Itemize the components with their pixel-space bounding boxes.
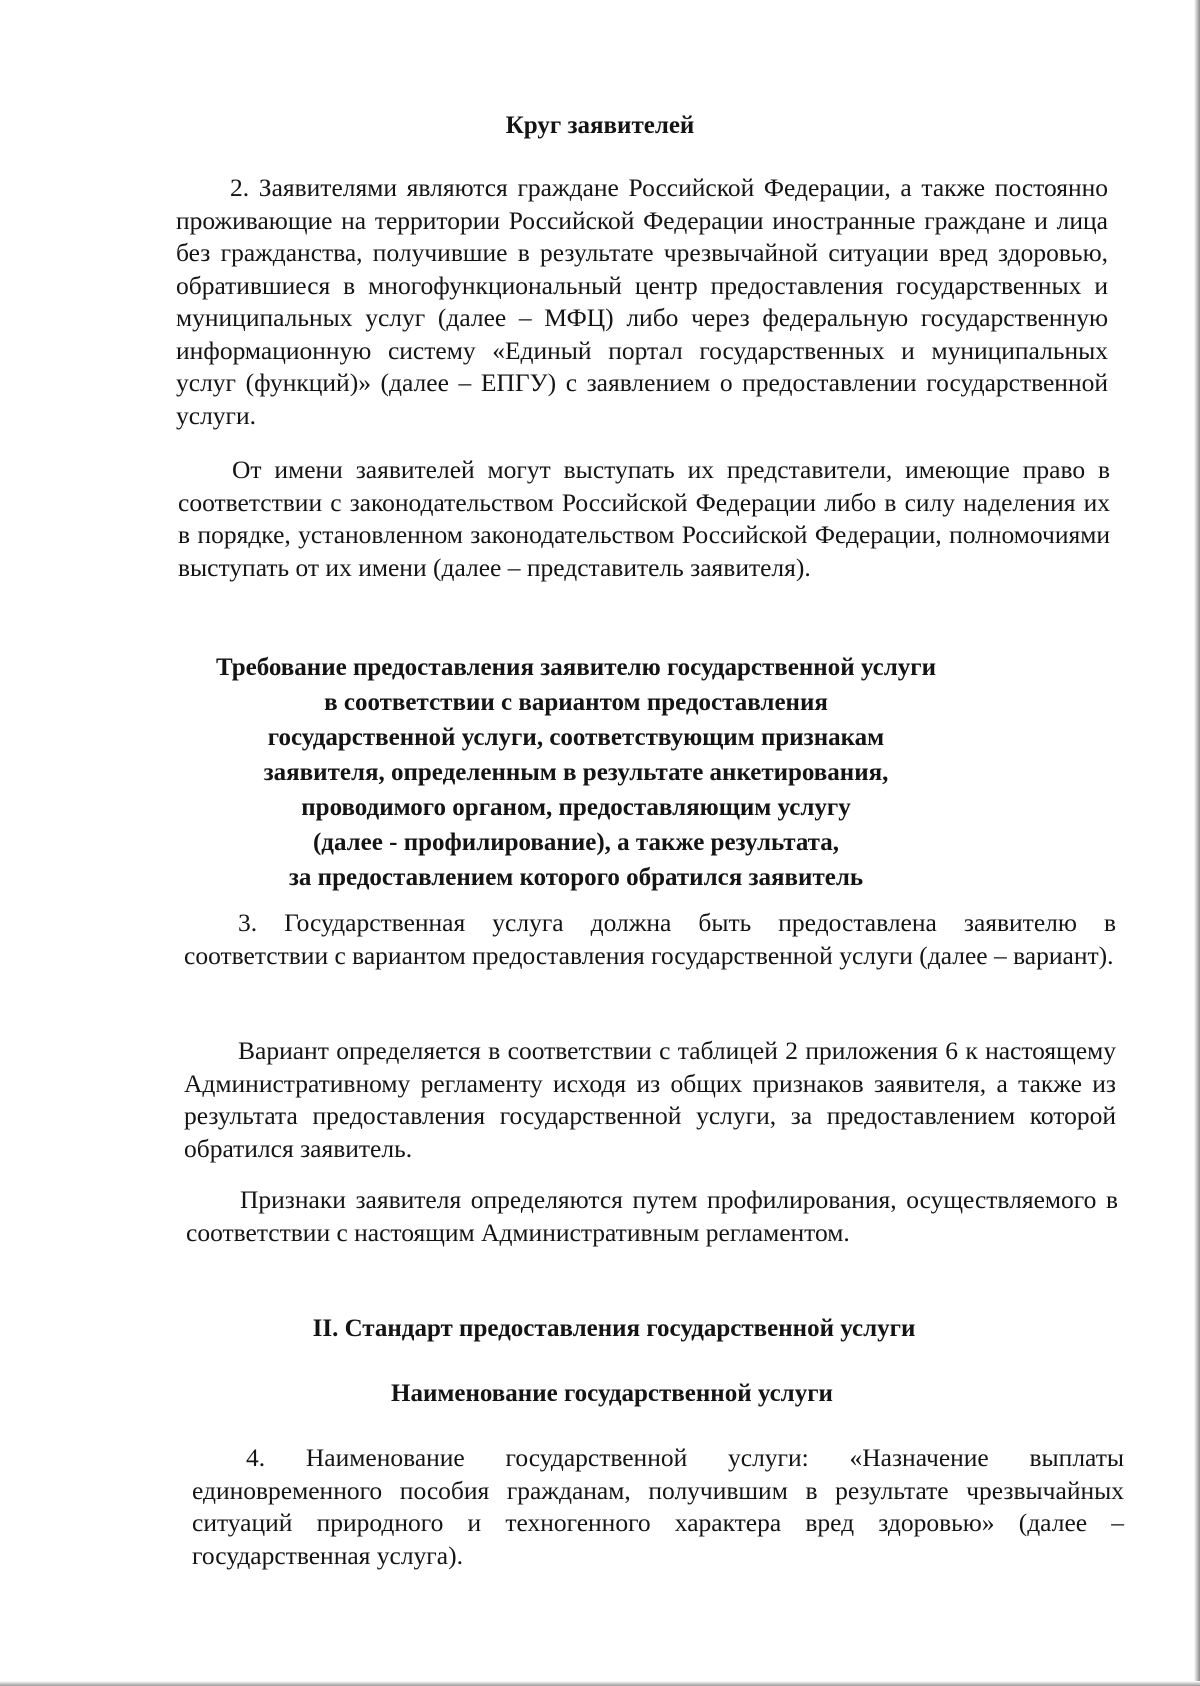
heading-requirement-line-4: заявителя, определенным в результате анкетирования, <box>263 759 889 786</box>
heading-requirement-line-7: за предоставлением которого обратился заявитель <box>288 864 864 891</box>
paragraph-3-variant <box>184 1035 1116 1165</box>
heading-requirement <box>0 650 1176 895</box>
paragraph-3c-text: Признаки заявителя определяются путем профилирования, осуществляемого в соответствии с настоящим Административным регламентом. <box>186 1185 1118 1247</box>
heading-requirement-line-2: в соответствии с вариантом предоставления <box>324 689 828 716</box>
heading-service-name: Наименование государственной услуги <box>391 1380 833 1407</box>
heading-requirement-line-5: проводимого органом, предоставляющим услугу <box>301 794 851 821</box>
heading-section-two: II. Стандарт предоставления государственной услуги <box>312 1315 916 1342</box>
heading-requirement-line-6: (далее - профилирование), а также результата, <box>312 829 840 856</box>
heading-requirement-line-3: государственной услуги, соответствующим признакам <box>267 724 885 751</box>
paragraph-4-text: 4. Наименование государственной услуги: «Назначение выплаты единовременного пособия гражданам, получившим в результате чрезвычайных ситуаций природного и техногенного характера вред здоровью» (далее – государственная услуга). <box>192 1443 1124 1570</box>
paragraph-3b-text: Вариант определяется в соответствии с таблицей 2 приложения 6 к настоящему Административному регламенту исходя из общих признаков заявителя, а также из результата предоставления государственной услуги, за предоставлением которой обратился заявитель. <box>184 1036 1116 1163</box>
paragraph-2-representatives <box>178 454 1110 584</box>
scan-edge-right <box>1194 0 1200 1686</box>
heading-applicants: Круг заявителей <box>505 112 695 139</box>
paragraph-4 <box>192 1442 1124 1572</box>
paragraph-3-text: 3. Государственная услуга должна быть предоставлена заявителю в соответствии с вариантом предоставления государственной услуги (далее – вариант). <box>184 908 1116 970</box>
paragraph-2-text: 2. Заявителями являются граждане Российской Федерации, а также постоянно проживающие на территории Российской Федерации иностранные граждане и лица без гражданства, получившие в результате чрезвычайной ситуации вред здоровью, обратившиеся в многофункциональный центр предоставления государственных и муниципальных услуг (далее – МФЦ) либо через федеральную государственную информационную систему «Единый портал государственных и муниципальных услуг (функций)» (далее – ЕПГУ) с заявлением о предоставлении государственной услуги. <box>176 173 1108 430</box>
heading-requirement-line-1: Требование предоставления заявителю государственной услуги <box>216 654 936 681</box>
paragraph-3 <box>184 907 1116 972</box>
paragraph-2 <box>176 172 1108 432</box>
paragraph-3-features <box>186 1184 1118 1249</box>
scan-edge-bottom <box>0 1681 1200 1686</box>
paragraph-2b-text: От имени заявителей могут выступать их представители, имеющие право в соответствии с законодательством Российской Федерации либо в силу наделения их в порядке, установленном законодательством Российской Федерации, полномочиями выступать от их имени (далее – представитель заявителя). <box>178 455 1110 582</box>
